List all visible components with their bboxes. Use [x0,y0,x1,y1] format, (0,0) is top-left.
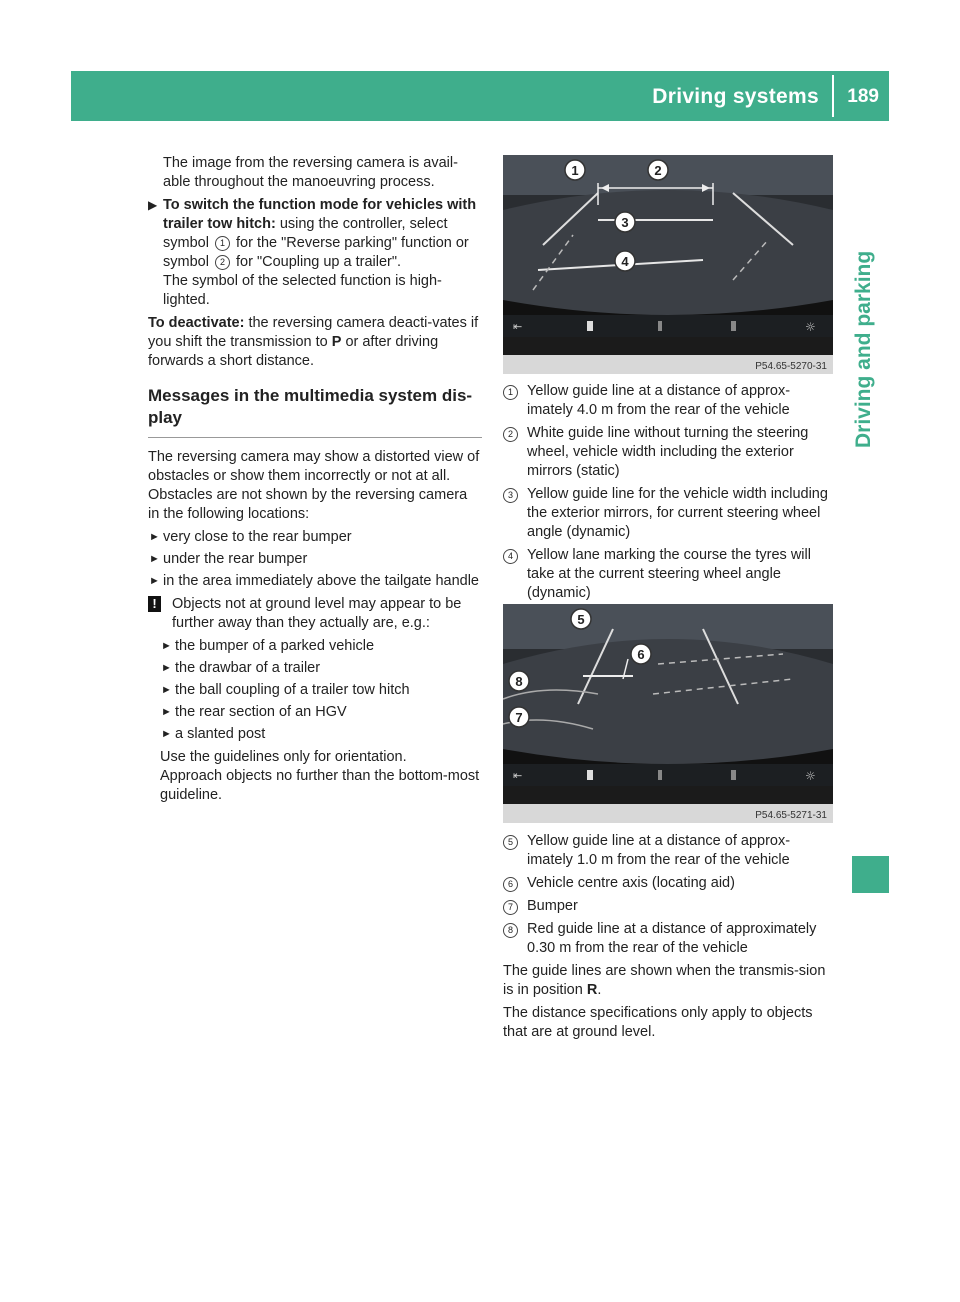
callout-number: 5 [577,612,585,627]
step-title: To switch the function mode for vehicles with trailer tow hitch: [163,197,477,232]
page-number: 189 [847,86,879,107]
legend-item [503,832,835,870]
warning-text: Objects not at ground level may appear to be further away than they actually are, e.g.: [172,596,462,631]
callout-number: 4 [621,254,629,269]
camera-image-2 [503,604,833,823]
bullet-icon: ► [149,553,160,565]
step-text: for the "Reverse parking" function or symbol [163,235,469,270]
figure-code: P54.65-5271-31 [755,810,827,821]
symbol-2-icon: 2 [215,255,230,270]
settings-icon: ☼ [805,320,816,334]
page-header [71,71,889,121]
camera-view-1 [503,155,833,374]
function-symbol-icon [658,770,662,780]
legend-item [503,874,835,893]
step-text: using the controller, select symbol [163,216,448,251]
list-item [160,659,482,678]
callout-3 [615,212,635,232]
bullet-icon: ► [149,575,160,587]
header-title: Driving systems [652,85,819,108]
heading-divider [148,437,482,438]
deactivate-label: To deactivate: [148,315,245,331]
function-symbol-icon [658,321,662,331]
right-column [503,382,835,607]
list-item [160,725,482,744]
side-tab-marker [852,856,889,893]
back-icon: ⇤ [513,320,523,333]
warning-icon: ! [148,596,161,612]
ground-area [503,190,833,315]
legend-number-icon: 4 [503,549,518,564]
step-note: The symbol of the selected function is high-lighted. [163,273,442,308]
function-symbol-icon [731,321,736,331]
list-item-text: the drawbar of a trailer [175,660,321,676]
transmission-text: . [597,982,602,998]
list-item [160,703,482,722]
parked-cars-area [503,155,833,195]
warning-note [148,595,482,633]
back-icon: ⇤ [513,769,523,782]
callout-6 [631,644,651,664]
callout-number: 6 [637,647,645,662]
legend-item [503,546,835,603]
legend-text: Yellow guide line at a distance of approx-imately 4.0 m from the rear of the vehicle [527,383,791,418]
callout-5 [571,609,591,629]
side-tab-label: Driving and parking [852,250,875,448]
list-item [160,681,482,700]
callout-4 [615,251,635,271]
legend-number-icon: 1 [503,385,518,400]
step-arrow-icon: ▶ [148,198,158,212]
legend-item [503,485,835,542]
callout-1 [565,160,585,180]
legend-number-icon: 3 [503,488,518,503]
callout-number: 7 [515,710,523,725]
legend-text: Yellow guide line at a distance of approx-imately 1.0 m from the rear of the vehicle [527,833,791,868]
list-item-text: the rear section of an HGV [175,704,347,720]
settings-icon: ☼ [805,769,816,783]
callout-number: 8 [515,674,523,689]
gear-r: R [586,982,598,998]
legend-text: Red guide line at a distance of approximately 0.30 m from the rear of the vehicle [527,921,817,956]
function-symbol-icon [587,321,593,331]
deactivate-body: or after driving forwards a short distance. [148,334,439,369]
legend-item [503,920,835,958]
list-item [148,572,482,591]
step-text: for "Coupling up a trailer". [231,254,402,270]
obstacle-paragraph: The reversing camera may show a distorted view of obstacles or show them incorrectly or not at all. Obstacles are not shown by the reversing camera in the following locations: [148,449,480,522]
camera-image-1 [503,155,833,374]
legend-text: Vehicle centre axis (locating aid) [527,875,735,891]
legend-item [503,424,835,481]
callout-number: 1 [571,163,579,178]
gear-p: P [331,334,342,350]
bullet-icon: ► [161,728,172,740]
left-column [148,154,482,805]
camera-view-2 [503,604,833,823]
legend-number-icon: 2 [503,427,518,442]
location-list [148,528,482,591]
legend-number-icon: 6 [503,877,518,892]
object-list [148,637,482,744]
step-switch-mode [148,196,482,310]
list-item [148,528,482,547]
distance-note: The distance specifications only apply to objects that are at ground level. [503,1005,813,1040]
legend-item [503,382,835,420]
header-separator [832,75,834,117]
legend-text: Yellow lane marking the course the tyres will take at the current steering wheel angle (dynamic) [527,547,811,601]
bullet-icon: ► [161,684,172,696]
legend-text: Yellow guide line for the vehicle width including the exterior mirrors, for current steering wheel angle (dynamic) [527,486,828,540]
transmission-note [503,962,835,1000]
camera-menu-bar [503,764,833,786]
section-heading: Messages in the multimedia system dis-play [148,386,473,427]
callout-8 [509,671,529,691]
camera-menu-bar [503,315,833,337]
transmission-text: The guide lines are shown when the transmis-sion is in position [503,963,826,998]
list-item-text: very close to the rear bumper [163,529,352,545]
callout-2 [648,160,668,180]
list-item-text: the bumper of a parked vehicle [175,638,375,654]
figure-code: P54.65-5270-31 [755,361,827,372]
list-item-text: the ball coupling of a trailer tow hitch [175,682,410,698]
legend-item [503,897,835,916]
legend-number-icon: 7 [503,900,518,915]
function-symbol-icon [587,770,593,780]
legend-text: Bumper [527,898,578,914]
bullet-icon: ► [161,662,172,674]
legend-number-icon: 5 [503,835,518,850]
list-item-text: under the rear bumper [163,551,308,567]
list-item [160,637,482,656]
ground-area [503,639,833,764]
legend-number-icon: 8 [503,923,518,938]
callout-number: 3 [621,215,629,230]
callout-7 [509,707,529,727]
deactivate-body: the reversing camera deacti-vates if you shift the transmission to [148,315,479,350]
deactivate-text [148,314,482,371]
guideline-note: Use the guidelines only for orientation. [160,749,407,765]
legend-text: White guide line without turning the steering wheel, vehicle width including the exterior mirrors (static) [527,425,809,479]
right-column-lower [503,832,835,1046]
list-item-text: a slanted post [175,726,266,742]
list-item [148,550,482,569]
bullet-icon: ► [161,706,172,718]
bullet-icon: ► [149,531,160,543]
callout-number: 2 [654,163,662,178]
symbol-1-icon: 1 [215,236,230,251]
guideline-notes [148,748,482,805]
intro-text: The image from the reversing camera is avail-able throughout the manoeuvring process. [163,155,458,190]
function-symbol-icon [731,770,736,780]
list-item-text: in the area immediately above the tailgate handle [163,573,479,589]
bullet-icon: ► [161,640,172,652]
guideline-note: Approach objects no further than the bottom-most guideline. [160,768,480,803]
